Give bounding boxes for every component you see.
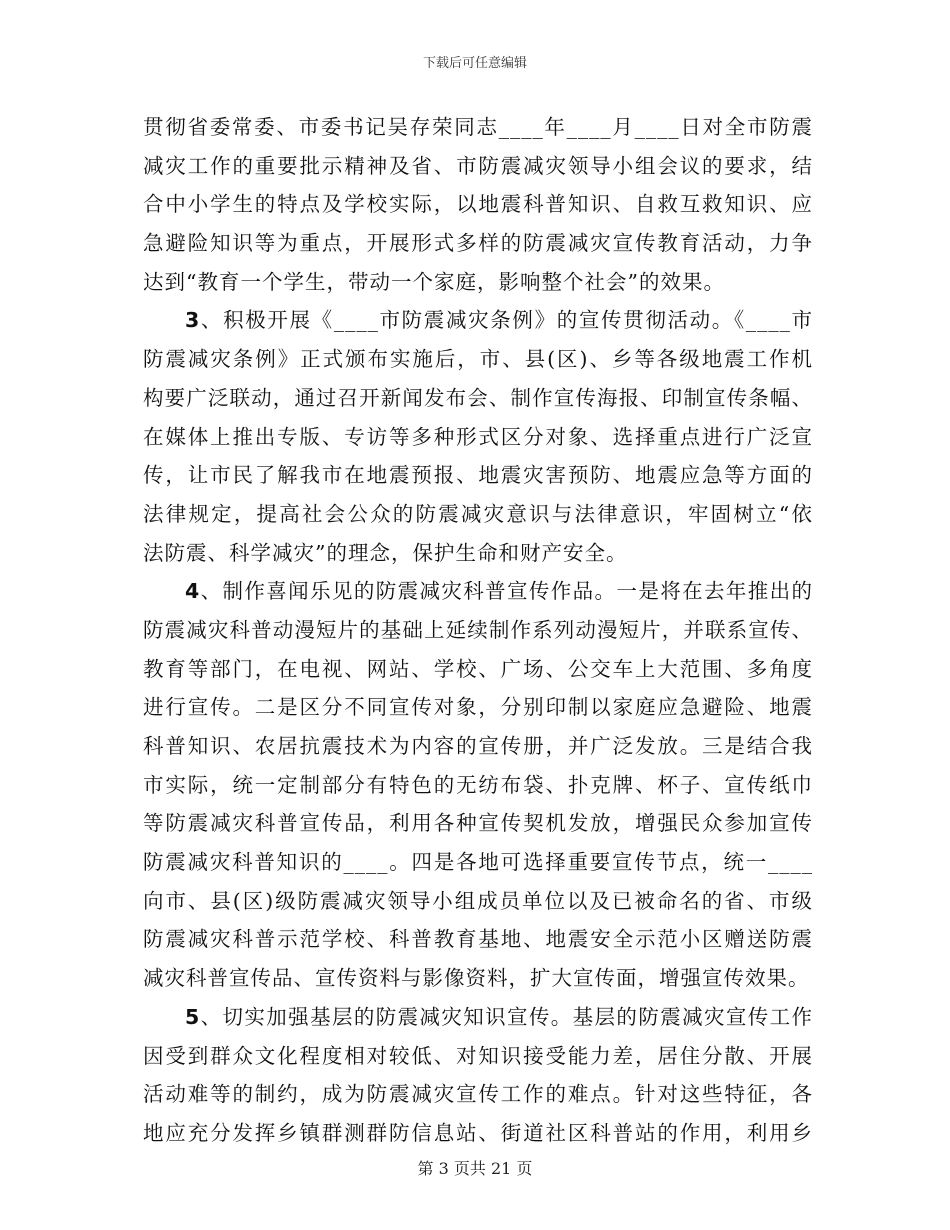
text-line: 市实际，统一定制部分有特色的无纺布袋、扑克牌、杯子、宣传纸巾	[143, 772, 813, 797]
text-line: 防震减灾科普知识的____。四是各地可选择重要宣传节点，统一____	[143, 850, 813, 875]
text-line: 教育等部门，在电视、网站、学校、广场、公交车上大范围、多角度	[143, 656, 813, 681]
item-number: 3	[185, 308, 201, 333]
text-line: 向市、县(区)级防震减灾领导小组成员单位以及已被命名的省、市级	[143, 888, 813, 913]
item-number: 5	[185, 1004, 201, 1029]
text-line: 地应充分发挥乡镇群测群防信息站、街道社区科普站的作用，利用乡	[143, 1120, 813, 1145]
text-line: 防震减灾科普动漫短片的基础上延续制作系列动漫短片，并联系宣传、	[143, 617, 813, 642]
text-line: 法律规定，提高社会公众的防震减灾意识与法律意识，牢固树立“依	[143, 501, 813, 526]
text-line: 达到“教育一个学生，带动一个家庭，影响整个社会”的效果。	[143, 269, 725, 294]
text-line: 贯彻省委常委、市委书记吴存荣同志____年____月____日对全市防震	[143, 115, 813, 139]
text-line: 合中小学生的特点及学校实际，以地震科普知识、自救互救知识、应	[143, 192, 813, 217]
page-header: 下载后可任意编辑	[422, 56, 527, 71]
text-run: 、积极开展《____市防震减灾条例》的宣传贯彻活动。《____市	[200, 308, 813, 333]
text-line: 在媒体上推出专版、专访等多种形式区分对象、选择重点进行广泛宣	[143, 424, 813, 449]
text-line: 科普知识、农居抗震技术为内容的宣传册，并广泛发放。三是结合我	[143, 734, 813, 758]
paragraph-first-line	[143, 572, 813, 611]
text-line: 进行宣传。二是区分不同宣传对象，分别印制以家庭应急避险、地震	[143, 695, 813, 720]
item-number: 4	[185, 579, 201, 604]
text-line: 活动难等的制约，成为防震减灾宣传工作的难点。针对这些特征，各	[143, 1082, 813, 1107]
text-line: 防震减灾科普示范学校、科普教育基地、地震安全示范小区赠送防震	[143, 927, 813, 952]
text-line: 防震减灾条例》正式颁布实施后，市、县(区)、乡等各级地震工作机	[143, 347, 813, 372]
text-line: 传，让市民了解我市在地震预报、地震灾害预防、地震应急等方面的	[143, 463, 813, 488]
text-line: 减灾科普宣传品、宣传资料与影像资料，扩大宣传面，增强宣传效果。	[143, 966, 810, 991]
text-line: 急避险知识等为重点，开展形式多样的防震减灾宣传教育活动，力争	[143, 231, 813, 256]
page-footer: 第 3 页共 21 页	[417, 1159, 533, 1178]
text-line: 法防震、科学减灾”的理念，保护生命和财产安全。	[143, 540, 628, 565]
document-body	[143, 108, 813, 1153]
text-line: 减灾工作的重要批示精神及省、市防震减灾领导小组会议的要求，结	[143, 153, 813, 178]
paragraph-first-line	[143, 998, 813, 1037]
text-run: 、制作喜闻乐见的防震减灾科普宣传作品。一是将在去年推出的	[200, 579, 813, 604]
text-line: 等防震减灾科普宣传品，利用各种宣传契机发放，增强民众参加宣传	[143, 811, 813, 836]
text-line: 因受到群众文化程度相对较低、对知识接受能力差，居住分散、开展	[143, 1043, 813, 1068]
text-line: 构要广泛联动，通过召开新闻发布会、制作宣传海报、印制宣传条幅、	[143, 385, 813, 410]
paragraph-first-line	[143, 301, 813, 340]
text-run: 、切实加强基层的防震减灾知识宣传。基层的防震减灾宣传工作	[200, 1004, 813, 1029]
